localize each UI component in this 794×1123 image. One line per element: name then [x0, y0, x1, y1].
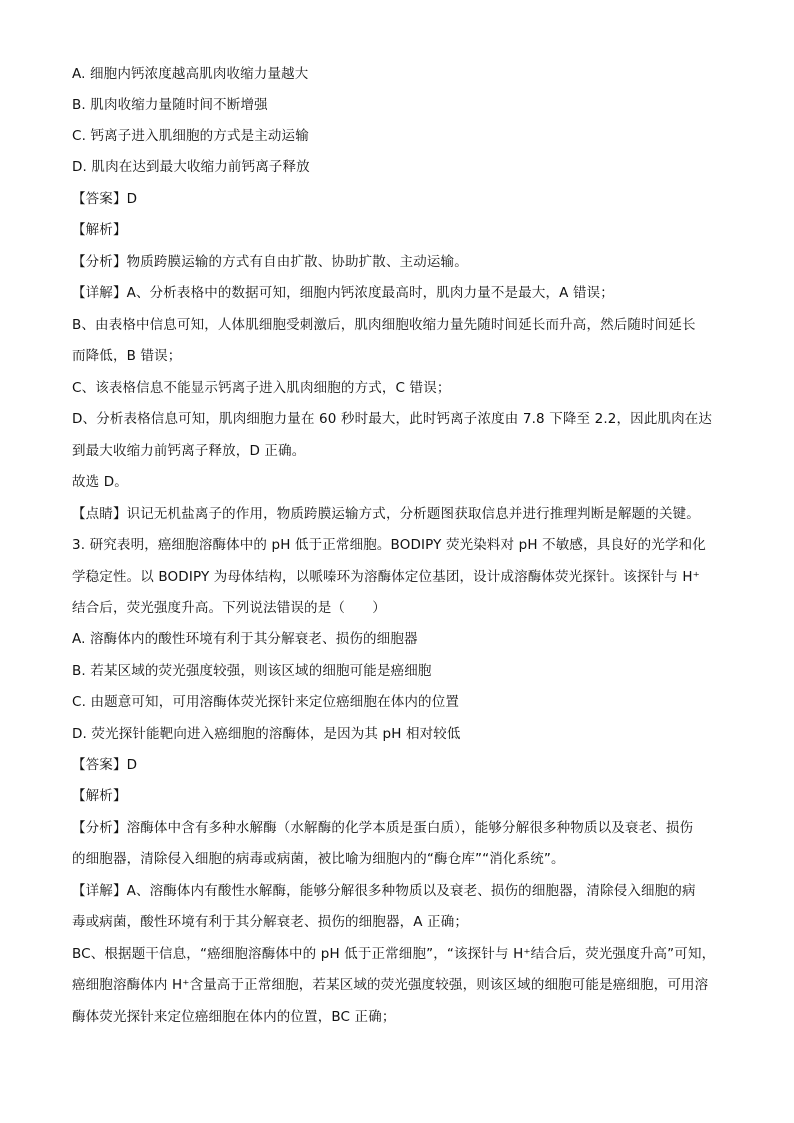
q2-analysis-line: D、分析表格信息可知，肌肉细胞力量在 60 秒时最大，此时钙离子浓度由 7.8 下降至 2.2，因此肌肉在达	[72, 411, 713, 427]
q3-stem-line: 学稳定性。以 BODIPY 为母体结构，以哌嗪环为溶酶体定位基团，设计成溶酶体荧光探针。该探针与 H⁺	[72, 569, 700, 585]
q2-analysis-line: C、该表格信息不能显示钙离子进入肌肉细胞的方式，C 错误；	[72, 380, 451, 396]
q2-answer: 【答案】D	[72, 191, 138, 207]
q2-analysis-line: 【分析】物质跨膜运输的方式有自由扩散、协助扩散、主动运输。	[72, 254, 468, 270]
q3-analysis-line: 的细胞器，清除侵入细胞的病毒或病菌，被比喻为细胞内的“酶仓库”“消化系统”。	[72, 851, 565, 867]
q3-analysis-line: 癌细胞溶酶体内 H⁺含量高于正常细胞，若某区域的荧光强度较强，则该区域的细胞可能是癌细胞，可用溶	[72, 977, 709, 993]
q2-analysis-line: 【点睛】识记无机盐离子的作用，物质跨膜运输方式，分析题图获取信息并进行推理判断是解题的关键。	[72, 506, 700, 522]
q3-analysis-line: 【分析】溶酶体中含有多种水解酶（水解酶的化学本质是蛋白质），能够分解很多种物质以及衰老、损伤	[72, 820, 694, 836]
q2-analysis-line: 故选 D。	[72, 474, 128, 490]
q2-option-d: D. 肌肉在达到最大收缩力前钙离子释放	[72, 159, 310, 175]
q3-option-d: D. 荧光探针能靶向进入癌细胞的溶酶体，是因为其 pH 相对较低	[72, 726, 461, 742]
q3-analysis-line: 毒或病菌，酸性环境有利于其分解衰老、损伤的细胞器，A 正确；	[72, 914, 469, 930]
q2-analysis-line: 【详解】A、分析表格中的数据可知，细胞内钙浓度最高时，肌肉力量不是最大，A 错误；	[72, 285, 614, 301]
q2-analysis-heading: 【解析】	[72, 222, 127, 238]
q3-option-b: B. 若某区域的荧光强度较强，则该区域的细胞可能是癌细胞	[72, 663, 432, 679]
q2-analysis-line: 到最大收缩力前钙离子释放，D 正确。	[72, 443, 306, 459]
q2-option-a: A. 细胞内钙浓度越高肌肉收缩力量越大	[72, 66, 309, 82]
q2-option-c: C. 钙离子进入肌细胞的方式是主动运输	[72, 128, 309, 144]
q3-analysis-line: BC、根据题干信息，“癌细胞溶酶体中的 pH 低于正常细胞”，“该探针与 H⁺结合后，荧光强度升高”可知，	[72, 946, 716, 962]
q3-answer: 【答案】D	[72, 757, 138, 773]
q3-option-c: C. 由题意可知，可用溶酶体荧光探针来定位癌细胞在体内的位置	[72, 694, 460, 710]
q3-analysis-heading: 【解析】	[72, 788, 127, 804]
q3-stem-line: 3. 研究表明，癌细胞溶酶体中的 pH 低于正常细胞。BODIPY 荧光染料对 pH 不敏感，具良好的光学和化	[72, 537, 706, 553]
q3-stem-line: 结合后，荧光强度升高。下列说法错误的是（ ）	[72, 600, 386, 616]
q3-option-a: A. 溶酶体内的酸性环境有利于其分解衰老、损伤的细胞器	[72, 631, 418, 647]
q3-analysis-line: 【详解】A、溶酶体内有酸性水解酶，能够分解很多种物质以及衰老、损伤的细胞器，清除侵入细胞的病	[72, 883, 696, 899]
q3-analysis-line: 酶体荧光探针来定位癌细胞在体内的位置，BC 正确；	[72, 1009, 396, 1025]
q2-analysis-line: 而降低，B 错误；	[72, 348, 182, 364]
q2-option-b: B. 肌肉收缩力量随时间不断增强	[72, 97, 268, 113]
q2-analysis-line: B、由表格中信息可知，人体肌细胞受刺激后，肌肉细胞收缩力量先随时间延长而升高，然后随时间延长	[72, 317, 696, 333]
